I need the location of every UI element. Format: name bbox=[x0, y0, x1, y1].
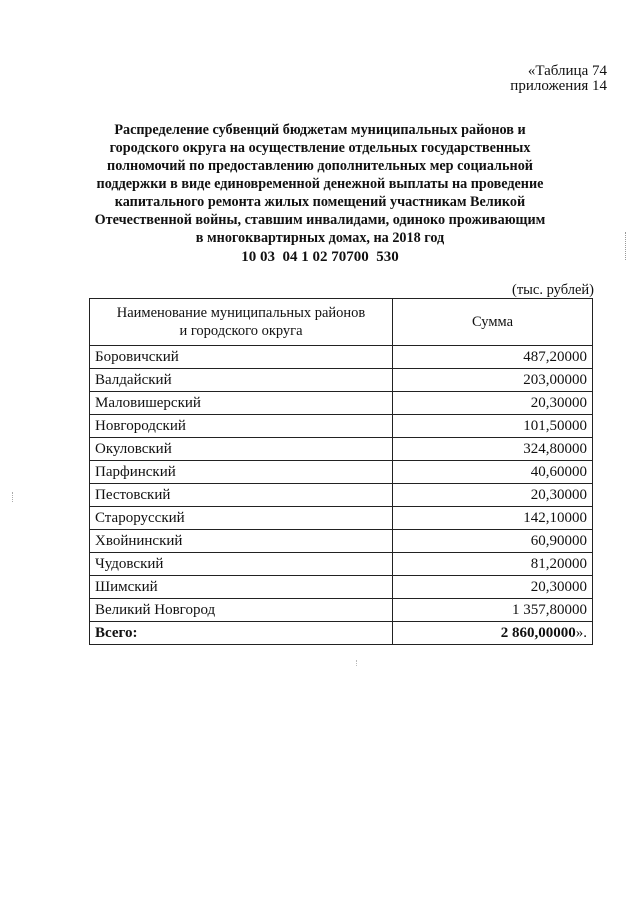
table-header-row bbox=[90, 299, 593, 346]
district-name: Боровичский bbox=[90, 346, 393, 369]
district-name: Валдайский bbox=[90, 369, 393, 392]
appendix-number: приложения 14 bbox=[510, 78, 607, 94]
district-name: Великий Новгород bbox=[90, 599, 393, 622]
district-sum: 20,30000 bbox=[393, 484, 593, 507]
table-row bbox=[90, 553, 593, 576]
table-row bbox=[90, 461, 593, 484]
district-sum: 60,90000 bbox=[393, 530, 593, 553]
table-row bbox=[90, 369, 593, 392]
table-row bbox=[90, 438, 593, 461]
subvention-table bbox=[89, 298, 593, 645]
district-name: Хвойнинский bbox=[90, 530, 393, 553]
title-line: городского округа на осуществление отдельных государственных bbox=[109, 140, 531, 156]
table-row bbox=[90, 599, 593, 622]
table-row bbox=[90, 415, 593, 438]
table-total-row bbox=[90, 622, 593, 645]
table-row bbox=[90, 507, 593, 530]
district-name: Окуловский bbox=[90, 438, 393, 461]
header-name-cell bbox=[90, 299, 393, 346]
title-line: полномочий по предоставлению дополнительных мер социальной bbox=[107, 158, 533, 174]
title-line: капитального ремонта жилых помещений участникам Великой bbox=[114, 194, 526, 210]
district-name: Чудовский bbox=[90, 553, 393, 576]
district-sum: 101,50000 bbox=[393, 415, 593, 438]
district-name: Шимский bbox=[90, 576, 393, 599]
scan-artifact bbox=[12, 492, 15, 502]
district-sum: 487,20000 bbox=[393, 346, 593, 369]
district-name: Новгородский bbox=[90, 415, 393, 438]
closing-quote: ». bbox=[575, 625, 587, 641]
total-sum-cell bbox=[393, 622, 593, 645]
header-name-line: Наименование муниципальных районов bbox=[116, 305, 366, 321]
table-row bbox=[90, 346, 593, 369]
budget-code: 10 03 04 1 02 70700 530 bbox=[241, 249, 399, 265]
table-row bbox=[90, 576, 593, 599]
table-number: «Таблица 74 bbox=[527, 63, 607, 79]
table-reference bbox=[510, 64, 607, 94]
title-line: поддержки в виде единовременной денежной выплаты на проведение bbox=[96, 176, 544, 192]
district-sum: 203,00000 bbox=[393, 369, 593, 392]
district-sum: 324,80000 bbox=[393, 438, 593, 461]
title-line: Распределение субвенций бюджетам муниципальных районов и bbox=[114, 122, 526, 138]
title-line: в многоквартирных домах, на 2018 год bbox=[195, 230, 445, 246]
scan-artifact bbox=[625, 232, 628, 260]
district-sum: 142,10000 bbox=[393, 507, 593, 530]
district-name: Парфинский bbox=[90, 461, 393, 484]
table-row bbox=[90, 530, 593, 553]
district-sum: 40,60000 bbox=[393, 461, 593, 484]
district-name: Пестовский bbox=[90, 484, 393, 507]
table-row bbox=[90, 392, 593, 415]
title-line: Отечественной войны, ставшим инвалидами, одиноко проживающим bbox=[94, 212, 546, 228]
district-sum: 81,20000 bbox=[393, 553, 593, 576]
scan-artifact bbox=[356, 660, 358, 666]
table-row bbox=[90, 484, 593, 507]
header-sum-cell: Сумма bbox=[393, 299, 593, 346]
units-label: (тыс. рублей) bbox=[512, 282, 594, 298]
district-name: Старорусский bbox=[90, 507, 393, 530]
total-sum: 2 860,00000 bbox=[500, 625, 576, 641]
total-label: Всего: bbox=[90, 622, 393, 645]
header-name-line: и городского округа bbox=[179, 323, 303, 339]
district-sum: 1 357,80000 bbox=[393, 599, 593, 622]
district-name: Маловишерский bbox=[90, 392, 393, 415]
document-title bbox=[90, 121, 550, 247]
district-sum: 20,30000 bbox=[393, 392, 593, 415]
district-sum: 20,30000 bbox=[393, 576, 593, 599]
